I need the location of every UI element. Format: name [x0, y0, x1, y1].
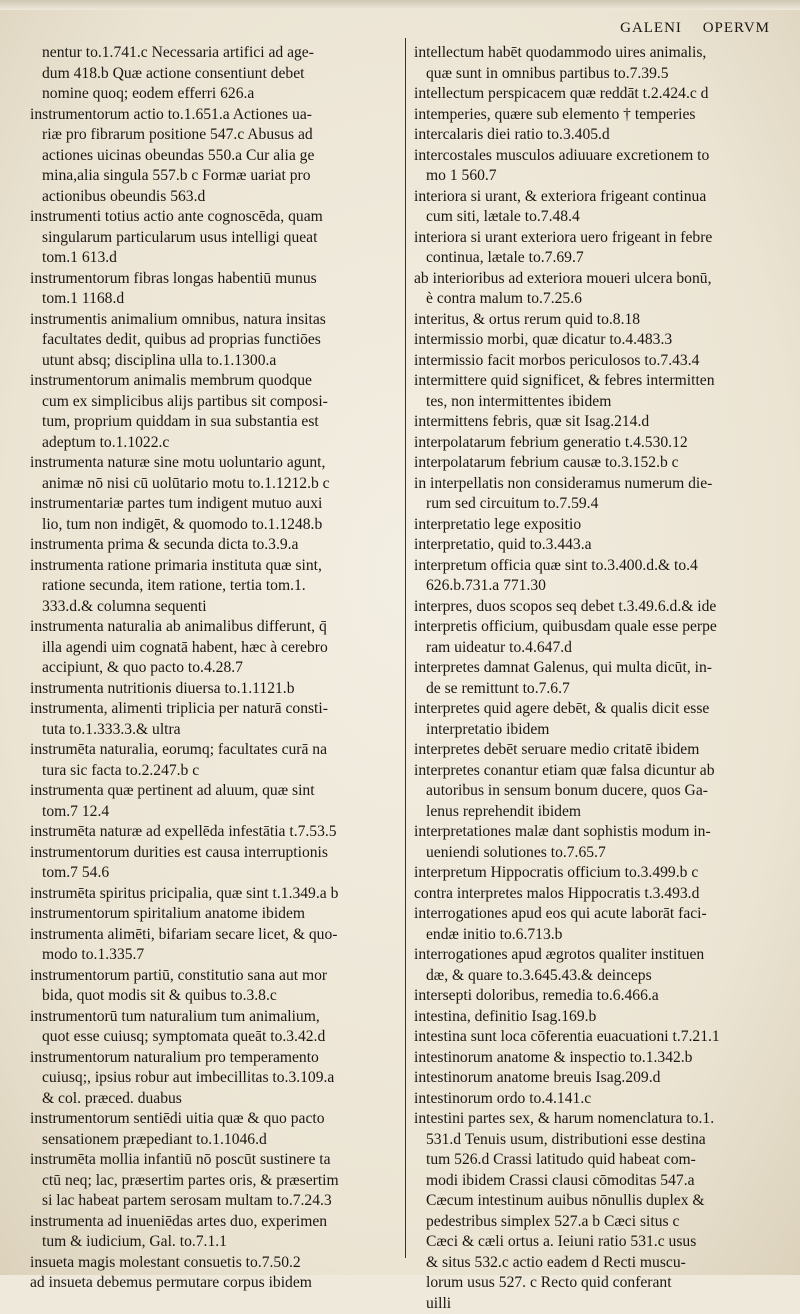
index-line: quot esse cuiusq; symptomata queāt to.3.42.d [30, 1027, 390, 1048]
index-line: instrumenta ratione primaria instituta quæ sint, [30, 556, 390, 577]
index-line: continua, lætale to.7.69.7 [414, 248, 784, 269]
index-line: intellectum perspicacem quæ reddāt t.2.424.c d [414, 84, 784, 105]
index-line: lio, tum non indigēt, & quomodo to.1.1248.b [30, 515, 390, 536]
index-line: instrumentorum partiū, constitutio sana aut mor [30, 966, 390, 987]
index-line: cum ex simplicibus alijs partibus sit composi- [30, 392, 390, 413]
index-line: ratione secunda, item ratione, tertia tom.1. [30, 576, 390, 597]
page-top-edge [0, 0, 800, 10]
index-line: instrumenta naturalia ab animalibus differunt, q̄ [30, 617, 390, 638]
index-line: animæ nō nisi cū uolūtario motu to.1.1212.b c [30, 474, 390, 495]
index-line: nentur to.1.741.c Necessaria artifici ad age- [30, 43, 390, 64]
index-line: ctū neq; lac, præsertim partes oris, & præsertim [30, 1171, 390, 1192]
index-line: intestina, definitio Isag.169.b [414, 1007, 784, 1028]
index-line: contra interpretes malos Hippocratis t.3.493.d [414, 884, 784, 905]
index-line: tum & iudicium, Gal. to.7.1.1 [30, 1232, 390, 1253]
index-line: interpretum Hippocratis officium to.3.499.b c [414, 863, 784, 884]
index-line: interpretes debēt seruare medio critatē ibidem [414, 740, 784, 761]
left-column [30, 43, 390, 1294]
index-line: modo to.1.335.7 [30, 945, 390, 966]
index-line: dæ, & quare to.3.645.43.& deinceps [414, 966, 784, 987]
index-line: & situs 532.c actio eadem d Recti muscu- [414, 1253, 784, 1274]
index-line: instrumenta, alimenti triplicia per naturā consti- [30, 699, 390, 720]
index-line: endæ initio to.6.713.b [414, 925, 784, 946]
index-line: tes, non intermittentes ibidem [414, 392, 784, 413]
index-line: tom.1 613.d [30, 248, 390, 269]
index-line: instrumenti totius actio ante cognoscēda, quam [30, 207, 390, 228]
index-line: instrumentorum animalis membrum quodque [30, 371, 390, 392]
index-line: dum 418.b Quæ actione consentiunt debet [30, 64, 390, 85]
index-line: interpolatarum febrium causæ to.3.152.b c [414, 453, 784, 474]
index-line: instrumentorū tum naturalium tum animalium, [30, 1007, 390, 1028]
index-line: intermissio facit morbos periculosos to.7.43.4 [414, 351, 784, 372]
index-line: interrogationes apud eos qui acute laborāt faci- [414, 904, 784, 925]
index-line: accipiunt, & quo pacto to.4.28.7 [30, 658, 390, 679]
index-line: intestina sunt loca cōferentia euacuationi t.7.21.1 [414, 1027, 784, 1048]
index-line: ad insueta debemus permutare corpus ibidem [30, 1273, 390, 1294]
index-line: intestini partes sex, & harum nomenclatura to.1. [414, 1109, 784, 1130]
index-line: in interpellatis non consideramus numerum die- [414, 474, 784, 495]
index-line: instrumēta spiritus pricipalia, quæ sint t.1.349.a b [30, 884, 390, 905]
index-line: ram uideatur to.4.647.d [414, 638, 784, 659]
index-line: actionibus obeundis 563.d [30, 187, 390, 208]
index-line: 333.d.& columna sequenti [30, 597, 390, 618]
index-line: instrumenta nutritionis diuersa to.1.1121.b [30, 679, 390, 700]
index-line: modi ibidem Crassi clausi cōmoditas 547.a [414, 1171, 784, 1192]
index-line: interpretes quid agere debēt, & qualis dicit esse [414, 699, 784, 720]
index-line: intermittere quid significet, & febres intermitten [414, 371, 784, 392]
index-line: tum 526.d Crassi latitudo quid habeat com- [414, 1150, 784, 1171]
index-line: bida, quot modis sit & quibus to.3.8.c [30, 986, 390, 1007]
index-line: instrumentorum sentiēdi uitia quæ & quo pacto [30, 1109, 390, 1130]
index-line: instrumentorum naturalium pro temperamento [30, 1048, 390, 1069]
index-line: instrumēta naturalia, eorumq; facultates curā na [30, 740, 390, 761]
index-line: intellectum habēt quodammodo uires animalis, [414, 43, 784, 64]
index-line: instrumentariæ partes tum indigent mutuo auxi [30, 494, 390, 515]
index-line: 531.d Tenuis usum, distributioni esse destina [414, 1130, 784, 1151]
index-line: interpolatarum febrium generatio t.4.530.12 [414, 433, 784, 454]
index-line: intermittens febris, quæ sit Isag.214.d [414, 412, 784, 433]
index-line: instrumentis animalium omnibus, natura insitas [30, 310, 390, 331]
index-line: singularum particularum usus intelligi queat [30, 228, 390, 249]
index-line: 626.b.731.a 771.30 [414, 576, 784, 597]
index-line: mo 1 560.7 [414, 166, 784, 187]
right-column [414, 43, 784, 1314]
index-line: utunt absq; disciplina ulla to.1.1300.a [30, 351, 390, 372]
index-line: ueniendi solutiones to.7.65.7 [414, 843, 784, 864]
index-line: interpretis officium, quibusdam quale esse perpe [414, 617, 784, 638]
index-line: instrumēta naturæ ad expellēda infestātia t.7.53.5 [30, 822, 390, 843]
index-line: intemperies, quære sub elemento † temperies [414, 105, 784, 126]
index-line: interpretationes malæ dant sophistis modum in- [414, 822, 784, 843]
index-line: rum sed circuitum to.7.59.4 [414, 494, 784, 515]
index-line: Cæci & cæli ortus a. Ieiuni ratio 531.c usus [414, 1232, 784, 1253]
index-line: Cæcum intestinum auibus nōnullis duplex & [414, 1191, 784, 1212]
index-line: adeptum to.1.1022.c [30, 433, 390, 454]
index-line: interpretes damnat Galenus, qui multa dicūt, in- [414, 658, 784, 679]
index-line: uilli [414, 1294, 784, 1314]
index-line: interpretatio, quid to.3.443.a [414, 535, 784, 556]
index-line: illa agendi uim cognatā habent, hæc à cerebro [30, 638, 390, 659]
index-line: instrumenta alimēti, bifariam secare licet, & quo- [30, 925, 390, 946]
index-line: cum siti, lætale to.7.48.4 [414, 207, 784, 228]
index-line: sensationem præpediant to.1.1046.d [30, 1130, 390, 1151]
index-line: tom.1 1168.d [30, 289, 390, 310]
index-line: ab interioribus ad exteriora moueri ulcera bonū, [414, 269, 784, 290]
index-line: actiones uicinas obeundas 550.a Cur alia ge [30, 146, 390, 167]
index-line: tom.7 54.6 [30, 863, 390, 884]
index-line: interpretatio lege expositio [414, 515, 784, 536]
index-line: intercostales musculos adiuuare excretionem to [414, 146, 784, 167]
header-title-right: OPERVM [703, 20, 770, 36]
index-line: instrumenta prima & secunda dicta to.3.9.a [30, 535, 390, 556]
index-line: instrumenta ad inueniēdas artes duo, experimen [30, 1212, 390, 1233]
index-line: tum, proprium quiddam in sua substantia est [30, 412, 390, 433]
header-title-left: GALENI [620, 20, 682, 36]
index-line: lorum usus 527. c Recto quid conferant [414, 1273, 784, 1294]
index-line: intercalaris diei ratio to.3.405.d [414, 125, 784, 146]
index-line: instrumenta quæ pertinent ad aluum, quæ sint [30, 781, 390, 802]
index-line: tuta to.1.333.3.& ultra [30, 720, 390, 741]
index-line: & col. præced. duabus [30, 1089, 390, 1110]
index-line: instrumentorum fibras longas habentiū munus [30, 269, 390, 290]
index-line: quæ sunt in omnibus partibus to.7.39.5 [414, 64, 784, 85]
index-line: insueta magis molestant consuetis to.7.50.2 [30, 1253, 390, 1274]
index-line: interpretum officia quæ sint to.3.400.d.& to.4 [414, 556, 784, 577]
index-line: interiora si urant exteriora uero frigeant in febre [414, 228, 784, 249]
index-line: interrogationes apud ægrotos qualiter instituen [414, 945, 784, 966]
index-line: interiora si urant, & exteriora frigeant continua [414, 187, 784, 208]
index-line: instrumentorum durities est causa interruptionis [30, 843, 390, 864]
index-line: tura sic facta to.2.247.b c [30, 761, 390, 782]
index-line: intersepti doloribus, remedia to.6.466.a [414, 986, 784, 1007]
index-line: interpretatio ibidem [414, 720, 784, 741]
index-line: pedestribus simplex 527.a b Cæci situs c [414, 1212, 784, 1233]
index-line: cuiusq;, ipsius robur aut imbecillitas to.3.109.a [30, 1068, 390, 1089]
index-line: nomine quoq; eodem efferri 626.a [30, 84, 390, 105]
index-line: instrumentorum actio to.1.651.a Actiones ua- [30, 105, 390, 126]
column-divider [405, 38, 406, 1258]
index-line: mina,alia singula 557.b c Formæ uariat pro [30, 166, 390, 187]
index-line: è contra malum to.7.25.6 [414, 289, 784, 310]
index-line: lenus reprehendit ibidem [414, 802, 784, 823]
index-line: si lac habeat partem serosam multam to.7.24.3 [30, 1191, 390, 1212]
index-line: intermissio morbi, quæ dicatur to.4.483.3 [414, 330, 784, 351]
index-line: interitus, & ortus rerum quid to.8.18 [414, 310, 784, 331]
index-line: intestinorum anatome & inspectio to.1.342.b [414, 1048, 784, 1069]
index-line: riæ pro fibrarum positione 547.c Abusus ad [30, 125, 390, 146]
index-line: instrumēta mollia infantiū nō poscūt sustinere ta [30, 1150, 390, 1171]
index-line: instrumentorum spiritalium anatome ibidem [30, 904, 390, 925]
index-line: intestinorum anatome breuis Isag.209.d [414, 1068, 784, 1089]
running-header [0, 20, 800, 40]
index-line: tom.7 12.4 [30, 802, 390, 823]
index-line: intestinorum ordo to.4.141.c [414, 1089, 784, 1110]
index-line: interpretes conantur etiam quæ falsa dicuntur ab [414, 761, 784, 782]
index-line: de se remittunt to.7.6.7 [414, 679, 784, 700]
index-line: facultates dedit, quibus ad proprias functiōes [30, 330, 390, 351]
index-line: interpres, duos scopos seq debet t.3.49.6.d.& ide [414, 597, 784, 618]
index-line: autoribus in sensum bonum ducere, quos Ga- [414, 781, 784, 802]
index-line: instrumenta naturæ sine motu uoluntario agunt, [30, 453, 390, 474]
